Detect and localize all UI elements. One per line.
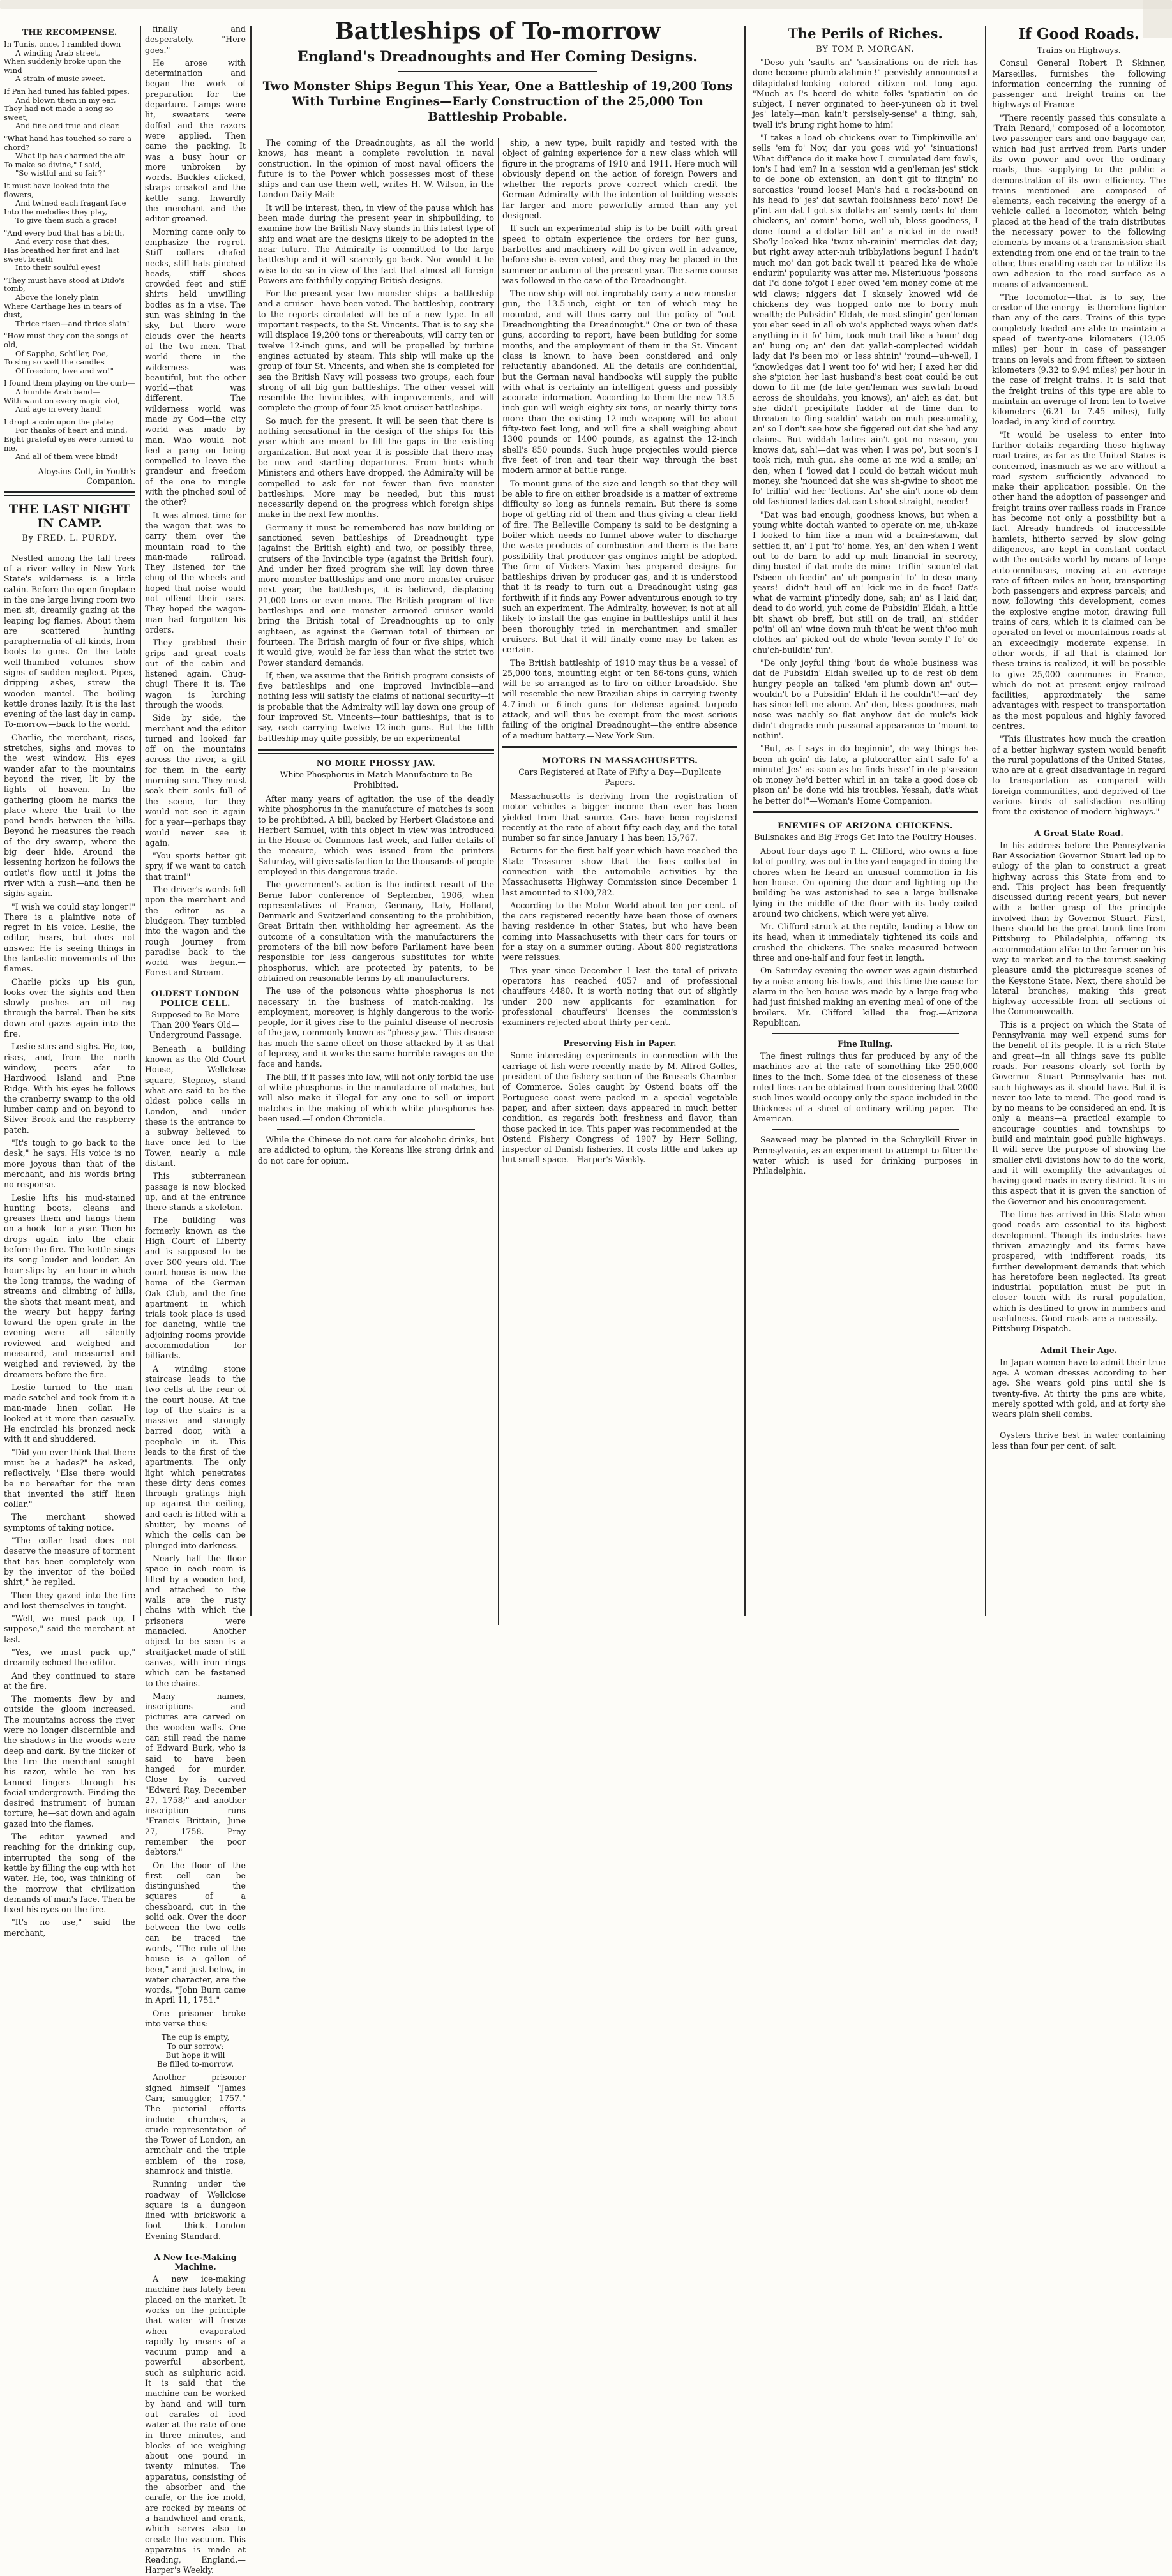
police-cell-body	[145, 1044, 246, 2030]
paragraph: "De only joyful thing 'bout de whole business was dat de Pubsidin' Eldah swelled up to de rest ob dem hungry people an' talked 'em plumb down an' out—wouldn't bo a Pubsidin' Eldah if he couldn't!—an' dey has since left me alone. An' den, bless goodness, mah nose was nachly so flat anyhow dat de mule's kick didn't degrade muh pussonal appearance to 'mount to nothin'.	[753, 657, 978, 740]
story-byline: By FRED. L. PURDY.	[22, 532, 117, 543]
poem-line: And every rose that dies,	[15, 237, 110, 246]
poem-line: I dropt a coin upon the plate;	[4, 417, 114, 426]
paragraph: The editor yawned and reaching for the drinking cup, interrupted the song of the kettle by filling the cup with hot water. He, too, was thinking of the morrow that civilization demands of man's face. Then he fixed his eyes on the fire.	[4, 1832, 135, 1915]
column-rule	[498, 138, 499, 1625]
battleships-left	[258, 138, 494, 1169]
paragraph: Massachusetts is deriving from the registration of motor vehicles a bigger income than ever has been yielded from that source. Cars have been registered recently at the rate of about fifty each day, and the total number so far since January 1 has been 15,767.	[502, 791, 737, 843]
police-cell-body-2	[145, 2072, 246, 2242]
paragraph: The moments flew by and outside the gloom increased. The mountains across the river were no longer discernible and the shadows in the woods were deep and dark. By the flicker of the fire the merchant sought his razor, while he ran his tanned fingers through his facial undergrowth. Finding the desired instrument of human torture, he—sat down and again gazed into the flames.	[4, 1694, 135, 1829]
paragraph: finally and desperately. "Here goes."	[145, 24, 246, 55]
paragraph: Returns for the first half year which have reached the State Treasurer show that the fees collected in connection with the automobile activities by the Massachusetts Highway Commission since December 1 last amounted to $100,782.	[502, 846, 737, 897]
divider	[277, 1129, 475, 1130]
perils-byline: BY TOM P. MORGAN.	[816, 44, 915, 54]
paragraph: The coming of the Dreadnoughts, as all the world knows, has meant a complete revolution in naval construction. In the opinion of most naval officers the future is to the Power which possesses most of these ships and can use them well, writes H. W. Wilson, in the London Daily Mail:	[258, 138, 494, 200]
paragraph: The time has arrived in this State when good roads are essential to its highest development. Though its industries have thriven amazingly and its farms have prospered, with indifferent roads, its further development demands that which has heretofore been neglected. Its great industrial population must be put in closer touch with its rural population, which is destined to grow in numbers and usefulness. Good roads are a necessity.—Pittsburg Dispatch.	[992, 1209, 1166, 1334]
paragraph: The building was formerly known as the High Court of Liberty and is supposed to be over 300 years old. The court house is now the home of the German Oak Club, and the fine apartment in which trials took place is used for dancing, while the adjoining rooms provide accommodation for billiards.	[145, 1215, 246, 1361]
paragraph: In Japan women have to admit their true age. A woman dresses according to her age. She wears gold pins until she is twenty-five. At thirty the pins are white, merely spotted with gold, and at forty she wears plain shell combs.	[992, 1357, 1166, 1419]
poem-line: "So wistful and so fair?"	[15, 168, 106, 178]
poem-line: Of Sappho, Schiller, Poe,	[15, 348, 109, 358]
poem-line: Has breathed her first and last sweet breath	[4, 246, 120, 264]
paragraph: "Yes, we must pack up," dreamily echoed the editor.	[4, 1647, 135, 1668]
police-cell-deck: Supposed to Be More Than 200 Years Old—Underground Passage.	[149, 1009, 242, 1040]
column-5	[987, 0, 1172, 1622]
paragraph: The government's action is the indirect result of the Berne labor conference of September, 1906, when representatives of France, Germany, Italy, Holland, Denmark and Switzerland consenting to the prohibition, Great Britain then withholding her agreement. As the outcome of a consultation with the manufacturers the promoters of the bill now before Parliament have been responsible for less dangerous substitutes for white phosphorus, which are protected by patents, to be obtained on reasonable terms by all manufacturers.	[258, 880, 494, 983]
paragraph: Side by side, the merchant and the editor turned and looked far off on the mountains across the river, a gift for them in the early morning sun. They must soak their souls full of the scene, for they would not see it again for a year—perhaps they would never see it again.	[145, 713, 246, 848]
verse-line: Be filled to-morrow.	[156, 2060, 234, 2069]
paragraph: "Well, we must pack up, I suppose," said the merchant at last.	[4, 1614, 135, 1644]
column-2	[141, 0, 250, 2575]
paragraph: After many years of agitation the use of the deadly white phosphorus in the manufacture of matches is soon to be prohibited. A bill, backed by Herbert Gladstone and Herbert Samuel, with this object in view was introduced in the House of Commons last week, and fuller details of the measure, which was issued from the printers Saturday, will give satisfaction to the thousands of people employed in this dangerous trade.	[258, 793, 494, 876]
poem-line: Thrice risen—and thrice slain!	[15, 318, 130, 328]
fish-body	[502, 1051, 737, 1165]
paragraph: A winding stone staircase leads to the two cells at the rear of the court house. At the top of the stairs is a massive and strongly barred door, with a peephole in it. This leads to the first of the apartments. The only light which penetrates these dirty dens comes through gratings high up against the ceiling, and each is fitted with a shutter, by means of which the cells can be plunged into darkness.	[145, 1363, 246, 1550]
divider	[753, 811, 978, 816]
motors-title: MOTORS IN MASSACHUSETTS.	[541, 756, 698, 766]
divider	[502, 746, 737, 751]
column-3	[252, 0, 744, 1622]
paragraph: "The collar lead does not deserve the measure of torment that has been completely won by the inventor of the boiled shirt," he replied.	[4, 1536, 135, 1587]
poem-line: Where Carthage lies in tears of dust,	[4, 301, 122, 320]
battleships-right	[502, 138, 737, 1168]
paragraph: "Deso yuh 'saults an' 'sassinations on de rich has done become plumb alahmin'!" peevishly announced a dilapidated-looking colored citizen not long ago. "Much as I's heerd de white folks 'spatiatin' on de subject, I never orginated to heer-yuneen ob it twel jes' lately—man kain't persisely-sense' a thing, sah, twell it's brung right home to him!	[753, 57, 978, 130]
poem-line: What lip has charmed the air	[15, 151, 125, 161]
battleships-columns	[258, 138, 737, 1638]
paragraph: For the present year two monster ships—a battleship and a cruiser—have been voted. The battleship, contrary to the reports circulated will be of a new type. In all important respects, to the St. Vincents. That is to say she will displace 19,200 tons or thereabouts, will carry ten or twelve 12-inch guns, and will be propelled by turbine engines actuated by steam. This ship will make up the group of four St. Vincents, and when she is completed for sea the British Navy will possess two groups, each four strong of all big gun battleships. The other vessel will resemble the Invincibles, with improvements, and will complete the group of four 25-knot cruiser battleships.	[258, 288, 494, 413]
chickens-deck: Bullsnakes and Big Frogs Get Into the Poultry Houses.	[754, 832, 977, 842]
column-1	[0, 0, 139, 1938]
seaweed-note: Seaweed may be planted in the Schuylkill River in Pennsylvania, as an experiment to attempt to filter the water which is used for drinking purposes in Philadelphia.	[753, 1135, 978, 1176]
paragraph: About four days ago T. L. Clifford, who owns a fine lot of poultry, was out in the yard engaged in doing the chores when he heard an unusual commotion in his hen house. On opening the door and lighting up the building he was astonished to see a large bullsnake lying in the middle of the floor with its body coiled around two chickens, which were yet alive.	[753, 846, 978, 918]
verse-line: But hope it will	[165, 2051, 225, 2060]
battleships-deck: Two Monster Ships Begun This Year, One a Battleship of 19,200 Tons With Turbine Engines—Early Construction of the 25,000 Ton Battleship Probable.	[262, 79, 733, 124]
paragraph: The finest rulings thus far produced by any of the machines are at the rate of something like 250,000 lines to the inch. Some idea of the closeness of these ruled lines can be obtained from considering that 2000 such lines would occupy only the space included in the thickness of a sheet of ordinary writing paper.—The American.	[753, 1051, 978, 1123]
paragraph: And they continued to stare at the fire.	[4, 1670, 135, 1691]
chinese-note: While the Chinese do not care for alcoholic drinks, but are addicted to opium, the Koreans like strong drink and do not care for opium.	[258, 1135, 494, 1165]
divider	[772, 1033, 959, 1034]
paragraph: Then they gazed into the fire and lost themselves in tought.	[4, 1590, 135, 1610]
paragraph: This year since December 1 last the total of private operators has reached 4057 and of professional chauffeurs 4480. It is worth noting that out of slightly under 200 new applicants for examination for professional chauffeurs' licenses the commission's examiners rejected about thirty per cent.	[502, 965, 737, 1028]
poem-line: "And every bud that has a birth,	[4, 228, 124, 237]
battleships-subtitle: England's Dreadnoughts and Her Coming Designs.	[297, 49, 698, 65]
paragraph: "But, as I says in do beginnin', de way things has been uh-goin' dis late, a plutocratter ain't safe fo' a minute! Jes' as soon as he finds hisse'f in de p'session ob money he'd better whirl in an' take a good dose ob pison an' be done wid his troubles. Yessah, dat's what he better do!"—Woman's Home Companion.	[753, 744, 978, 805]
fish-title: Preserving Fish in Paper.	[563, 1038, 677, 1049]
battleships-body-right	[502, 138, 737, 741]
paragraph: Charlie, the merchant, rises, stretches, sighs and moves to the west window. His eyes wander afar to the mountains beyond the river, lit by the lights of heaven. In the gathering gloom he marks the place where the trail to the pond bends between the hills. Beyond he measures the reach of the dry swamp, where the big deer hide. Around the lessening horizon he follows the outlet's flow until it joins the river with a rush—and then he sighs again.	[4, 732, 135, 899]
paragraph: A new ice-making machine has lately been placed on the market. It works on the principle that water will freeze when evaporated rapidly by means of a vacuum pump and a powerful absorbent, such as sulphuric acid. It is said that the machine can be worked by hand and will turn out carafes of iced water at the rate of one in three minutes, and blocks of ice weighing about one pound in twenty minutes. The apparatus, consisting of the absorber and the carafe, or the ice mold, are rocked by means of a handwheel and crank, which serves also to create the vacuum. This apparatus is made at Reading, England.—Harper's Weekly.	[145, 2274, 246, 2575]
poem-line: With want on every magic viol,	[4, 396, 120, 405]
paragraph: On the floor of the first cell can be distinguished the squares of a chessboard, cut in the solid oak. Over the door between the two cells can be traced the words, "The rule of the house is a gallon of beer," and just below, in water character, are the words, "John Burn came in April 11, 1751."	[145, 1860, 246, 2005]
good-roads-body	[992, 45, 1166, 818]
trains-subheading: Trains on Highways.	[1037, 45, 1121, 55]
paragraph: "This illustrates how much the creation of a better highway system would benefit the rural populations of the United States, who are at a great disadvantage in regard to transportation as compared with foreign communities, and deprived of the various kinds of satisfaction resulting from the existence of modern highways."	[992, 734, 1166, 817]
paragraph: One prisoner broke into verse thus:	[145, 2008, 246, 2029]
poem-line: And age in every hand!	[15, 405, 103, 414]
ice-machine-body	[145, 2274, 246, 2576]
poem-line: A strain of music sweet.	[15, 74, 106, 84]
motors-deck: Cars Registered at Rate of Fifty a Day—Duplicate Papers.	[518, 767, 721, 787]
poem-line: Above the lonely plain	[15, 293, 99, 303]
paragraph: Consul General Robert P. Skinner, Marseilles, furnishes the following information concerning the running of passenger and freight trains on the highways of France:	[992, 58, 1166, 110]
paragraph: "Did you ever think that there must be a hades?" he asked, reflectively. "Else there would be no hereafter for the man that invented the stiff linen collar."	[4, 1447, 135, 1509]
paragraph: The driver's words fell upon the merchant and the editor as a bludgeon. They tumbled into the wagon and the rough journey from paradise back to the world was begun.—Forest and Stream.	[145, 885, 246, 978]
state-road-body	[992, 841, 1166, 1335]
paragraph: Some interesting experiments in connection with the carriage of fish were recently made by M. Alfred Golles, president of the fishery section of the Brussels Chamber of Commerce. Soles caught by Ostend boats off the Portuguese coast were packed in a special vegetable paper, and after sixteen days appeared in much better condition, as regards both freshness and flavor, than those packed in ice. This paper was recommended at the Ostend Fishery Congress of 1907 by Herr Solling, inspector of Danish fisheries. It costs little and takes up but small space.—Harper's Weekly.	[502, 1051, 737, 1165]
paragraph: If such an experimental ship is to be built with great speed to obtain experience the orders for her guns, barbettes and machinery will be given well in advance, before she is even voted, and they may be placed in the summer or autumn of the present year. The same course was followed in the case of the Dreadnought.	[502, 223, 737, 285]
phossy-jaw-body	[258, 794, 494, 1124]
perils-body	[753, 57, 978, 806]
poem-line: To make so divine," I said,	[4, 160, 102, 169]
motors-body	[502, 791, 737, 1028]
paragraph: It will be interest, then, in view of the pause which has been made during the present year in shipbuilding, to examine how the British Navy stands in this latest type of ship and what are the designs likely to be adopted in the near future. The Admiralty is committed to the large battleship and it will scarcely go back. Nor would it be wise to do so in view of the fact that almost all foreign Powers are faithfully copying British designs.	[258, 202, 494, 285]
paragraph: ship, a new type, built rapidly and tested with the object of gaining experience for a new class which will figure in the programs of 1910 and 1911. Here much will obviously depend on the action of foreign Powers and whether the reports prove correct which credit the German Admiralty with the intention of building vessels far larger and more powerfully armed than any yet designed.	[502, 138, 737, 221]
paragraph: The British battleship of 1910 may thus be a vessel of 25,000 tons, mounting eight or ten 86-tons guns, which will be so arranged as to fire on either broadside. She will resemble the new Brazilian ships in carrying twenty 4.7-inch or 6-inch guns for defense against torpedo attack, and will thus be exempt from the most serious failing of the original Dreadnought—the entire absence of a medium battery.—New York Sun.	[502, 657, 737, 740]
poem-line: A humble Arab band—	[15, 387, 100, 396]
column-rule	[985, 26, 986, 1616]
paragraph: "The locomotor—that is to say, the creator of the energy—is therefore lighter than any of the cars. Trains of this type completely loaded are able to maintain a speed of twenty-one kilometers (13.05 miles) per hour in case of passenger trains on levels and from fifteen to sixteen kilometers (9.32 to 9.94 miles) per hour in the case of freight trains. It is said that the freight trains of this type are able to maintain an average of from ten to twelve kilometers (6.21 to 7.45 miles), fully loaded, in any kind of country.	[992, 292, 1166, 427]
chickens-title: ENEMIES OF ARIZONA CHICKENS.	[778, 821, 953, 832]
divider	[258, 749, 494, 754]
paragraph: "It's tough to go back to the desk," he says. His voice is no more joyous than that of the merchant, and his words bring no response.	[4, 1138, 135, 1190]
paragraph: This subterranean passage is now blocked up, and at the entrance there stands a skeleton.	[145, 1171, 246, 1213]
paragraph: "There recently passed this consulate a 'Train Renard,' composed of a locomotor, two passenger cars and one baggage car, which had just arrived from Paris under its own power and over the ordinary roads, thus supplying to the public a demonstration of its own efficiency. The trains mentioned are composed of elements, each receiving the energy of a vehicle called a locomotor, which being placed at the head of the train distributes the necessary power to the following elements by means of a transmission shaft extending from one end of the train to the other, thus enabling each car to utilize its own adhesion to the road surface as a means of advancement.	[992, 112, 1166, 289]
paragraph: So much for the present. It will be seen that there is nothing sensational in the design of the ships for this year which are meant to fill the gaps in the existing organization. But next year it is possible that there may be new and startling departures. From hints which Ministers and others have dropped, the Admiralty will be compelled to ask for not fewer than five monster battleships. More may be needed, but this must necessarily depend on the progress which foreign ships make in the next few months.	[258, 416, 494, 520]
poem-line: "What hand has touched so rare a chord?	[4, 133, 132, 152]
paragraph: Germany it must be remembered has now building or sanctioned seven battleships of Dreadnought type (against the British eight) and two, or possibly three, cruisers of the Invincible type (against the British four). And under her fixed program she will lay down three more monster battleships and one more monster cruiser next year, the battleships, it is believed, displacing 21,000 tons or even more. The British program of five battleships and one monster armored cruiser would bring the British total of Dreadnoughts up to only eighteen, as against the German total of thirteen or fourteen. The British margin of four or five ships, which it would give, would be far less than what the strict two Power standard demands.	[258, 522, 494, 668]
paragraph: Leslie lifts his mud-stained hunting boots, cleans and greases them and hangs them on a hook—for a year. Then he drops again into the chair before the fire. The kettle sings its song louder and louder. An hour slips by—an hour in which the long tramps, the wading of streams and climbing of hills, the shots that meant meat, and the weary but happy faring toward the open grate in the evening—were all silently reviewed and weighed and measured, and measured and weighed and reviewed, by the dreamers before the fire.	[4, 1192, 135, 1379]
paragraph: Charlie picks up his gun, looks over the sights and then slowly pushes an oil rag through the barrel. Then he sits down and gazes again into the fire.	[4, 977, 135, 1039]
paragraph: On Saturday evening the owner was again disturbed by a noise among his fowls, and this time the cause for alarm in the hen house was made by a large frog who had just finished making an evening meal of one of the broilers. Mr. Clifford killed the frog.—Arizona Republican.	[753, 966, 978, 1028]
paragraph: "Dat was bad enough, goodness knows, but when a young white doctah wanted to operate on me, uh-kaze I looked to him like a man wid a brain-stawm, dat settled it, an' I put 'fo' home. Yes, an' den when I went out to de barn to add up muh financial in secrecy, ding-busted if dat mule de mine—triflin' scoun'el dat I'sbeen uh-feedin' an' uh-pomperin' fo' lo deso many years!—didn't haul off an' kick me in de face! Dat's what de varmint p'intedly done, sah; an' as I laid dar, dead to do world, yuh come de Pubsidin' Eldah, a little bit shawt ob breff, but still on de trail, an' stidder po'in' oil an' wine down muh th'oat he went th'oo muh clothes an' picked out de whole 'leven-semty-f' fo' de chu'ch-buildin' fun'.	[753, 509, 978, 655]
poem-line: And all of them were blind!	[15, 452, 118, 461]
poem-body	[4, 40, 135, 461]
poem-line: And twined each fragant face	[15, 198, 126, 208]
story-title: THE LAST NIGHT IN CAMP.	[8, 502, 131, 530]
paragraph: It was almost time for the wagon that was to carry them over the mountain road to the man-made railroad. They listened for the chug of the wheels and hoped that noise would not offend their ears. They hoped the wagon-man had forgotten his orders.	[145, 510, 246, 634]
paragraph: Nearly half the floor space in each room is filled by a wooden bed, and attached to the walls are the rusty chains with which the prisoners were manacled. Another object to be seen is a straitjacket made of stiff canvas, with iron rings which can be fastened to the chains.	[145, 1553, 246, 1688]
poem-line: I found them playing on the curb—	[4, 378, 135, 388]
poem-line: To give them such a grace!	[15, 216, 117, 225]
paragraph: According to the Motor World about ten per cent. of the cars registered recently have been those of owners having residence in other States, but who have been coming into Massachusetts with their cars for tours or for a stay on a summer outing. About 800 registrations were reissues.	[502, 900, 737, 962]
divider	[4, 491, 135, 496]
paragraph: Another prisoner signed himself "James Carr, smuggler, 1757." The pictorial efforts include churches, a crude representation of the Tower of London, an armchair and the triple emblem of the rose, shamrock and thistle.	[145, 2072, 246, 2176]
verse-line: The cup is empty,	[161, 2033, 230, 2042]
poem-line: When suddenly broke upon the wind	[4, 57, 121, 75]
verse-line: To our sorrow;	[167, 2042, 224, 2051]
paragraph: Leslie stirs and sighs. He, too, rises, and, from the north window, peers afar to Hardwood Island and Pine Ridge. With his eyes he follows the cranberry swamp to the old lumber camp and on beyond to Silver Brook and the raspberry patch.	[4, 1042, 135, 1135]
phossy-jaw-title: NO MORE PHOSSY JAW.	[316, 758, 436, 768]
paragraph: The merchant showed symptoms of taking notice.	[4, 1512, 135, 1532]
story-continued	[145, 24, 246, 978]
poem-line: To sing so well the candles	[4, 357, 105, 367]
paragraph: The new ship will not improbably carry a new monster gun, the 13.5-inch, eight or ten of which may be mounted, and will thus carry out the policy of "out-Dreadnoughting the Dreadnought." One or two of these guns, according to report, have been building for some months, and the employment of them in the St. Vincent class is known to have been considered and only reluctantly abandoned. All the details are confidential, but the German naval handbooks will supply the public with what is certainly an intelligent guess and possibly accurate information. According to them the new 13.5-inch gun will weigh eighty-six tons, or nearly thirty tons more than the existing 12-inch weapon; will be about fifty-two feet long, and will fire a shell weighing about 1300 pounds or 1400 pounds, as against the 12-inch shell's 850 pounds. Such huge projectiles would pierce five feet of iron and tear their way through the best modern armor at battle range.	[502, 288, 737, 476]
battleships-body-left	[258, 138, 494, 744]
poem-line: "How must they con the songs of old,	[4, 331, 128, 349]
paragraph: If, then, we assume that the British program consists of five battleships and one improved Invincible—and nothing less will satisfy the claims of national security—it is probable that the Admiralty will lay down one group of four improved St. Vincents—four battleships, that is to say, each carrying twelve 12-inch guns. But the fifth battleship may quite possibly, be an experimental	[258, 670, 494, 743]
poem-line: For thanks of heart and mind,	[15, 426, 128, 435]
battleships-title: Battleships of To-morrow	[334, 18, 661, 45]
prisoner-verse	[145, 2033, 246, 2069]
paragraph: Leslie turned to the man-made satchel and took from it a man-made linen collar. He looked at it more than casually. He encircled his bronzed neck with it and shuddered.	[4, 1382, 135, 1444]
column-rule	[744, 26, 746, 1616]
paragraph: The bill, if it passes into law, will not only forbid the use of white phosphorus in the manufacture of matches, but will also make it illegal for any one to sell or import matches in the making of which white phosphorus has been used.—London Chronicle.	[258, 1072, 494, 1123]
good-roads-title: If Good Roads.	[1018, 26, 1139, 43]
paragraph: They grabbed their grips and great coats out of the cabin and listened again. Chug-chug! There it is. The wagon is lurching through the woods.	[145, 638, 246, 710]
paragraph: Mr. Clifford struck at the reptile, landing a blow on its head, when it immediately tightened its coils and crushed the chickens. The snake measured between three and one-half and four feet in length.	[753, 922, 978, 963]
poem-line: In Tunis, once, I rambled down	[4, 40, 121, 49]
paragraph: Nestled among the tall trees of a river valley in New York State's wilderness is a little cabin. Before the open fireplace in the one large living room two men sit, dreamily gazing at the leaping log flames. About them are scattered hunting paraphernalia of all kinds, from boots to guns. On the table well-thumbed volumes show signs of sudden neglect. Pipes, dripping ashes, strew the wooden mantel. The boiling kettle drones lazily. It is the last evening of the last day in camp. To-morrow—back to the world.	[4, 553, 135, 730]
poem-line: They had not made a song so sweet,	[4, 104, 114, 122]
poem-line: And fine and true and clear.	[15, 121, 120, 131]
paragraph: To mount guns of the size and length so that they will be able to fire on either broadside is a matter of extreme difficulty so long as funnels remain. But there is some hope of getting rid of them and thus giving a clear field of fire. The Belleville Company is said to be designing a boiler which needs no funnel above water to discharge the waste products of combustion and there is the bare possibility that producer gas engines might be adopted. The firm of Vickers-Maxim has prepared designs for battleships driven by producer gas, and it is understood that it is ready to turn out a Dreadnought using gas forthwith if it finds any Power adventurous enough to try such an experiment. The Admiralty, however, is not at all likely to install the gas engine in battleships until it has been thoroughly tried in merchantmen and smaller cruisers. But that it will finally come may be taken as certain.	[502, 478, 737, 655]
poem-line: Eight grateful eyes were turned to me,	[4, 434, 134, 453]
poem-source: —Aloysius Coll, in Youth's Companion.	[30, 466, 135, 486]
paragraph: "It's no use," said the merchant,	[4, 1917, 135, 1938]
column-4	[746, 0, 984, 1622]
poem-line: Of freedom, love and wo!"	[15, 366, 114, 375]
fine-ruling-body	[753, 1051, 978, 1124]
police-cell-title: OLDEST LONDON POLICE CELL.	[151, 989, 240, 1008]
poem-line: And blown them in my ear,	[15, 95, 116, 105]
state-road-title: A Great State Road.	[1034, 828, 1123, 838]
paragraph: "You sports better git spry, if we want to catch that train!"	[145, 851, 246, 881]
chickens-body	[753, 846, 978, 1028]
poem-line: "They must have stood at Dido's tomb,	[4, 275, 125, 294]
fine-ruling-title: Fine Ruling.	[838, 1039, 893, 1049]
paragraph: He arose with determination and began the work of preparation for the departure. Lamps were lit, sweaters were doffed and the razors were applied. Then came the packing. It was a busy hour or more unbroken by words. Buckles clicked, straps creaked and the kettle sang. Inwardly the merchant and the editor groaned.	[145, 57, 246, 224]
poem-line: If Pan had tuned his fabled pipes,	[4, 86, 130, 96]
paragraph: Running under the roadway of Wellclose square is a dungeon lined with brickwork a foot thick.—London Evening Standard.	[145, 2179, 246, 2241]
story-body	[4, 553, 135, 1938]
paragraph: "I wish we could stay longer!" There is a plaintive note of regret in his voice. Leslie, the editor, hears, but does not answer. He is seeing things in the fantastic movements of the flames.	[4, 901, 135, 974]
paragraph: The use of the poisonous white phosphorus is not necessary in the business of match-making. Its employment, moreover, is highly dangerous to the work-people, for it gives rise to the painful disease of necrosis of the jaw, commonly known as "phossy jaw." This disease has much the same effect on those attacked by it as that of leprosy, and it works the same horrible ravages on the face and hands.	[258, 986, 494, 1069]
poem-line: Into the melodies they play,	[4, 207, 108, 216]
poem-line: It must have looked into the flowers,	[4, 181, 110, 199]
oyster-note: Oysters thrive best in water containing less than four per cent. of salt.	[992, 1430, 1166, 1451]
poem-title: THE RECOMPENSE.	[22, 28, 117, 38]
divider	[772, 1129, 959, 1130]
perils-title: The Perils of Riches.	[788, 26, 943, 41]
paragraph: In his address before the Pennsylvania Bar Association Governor Stuart led up to eulogy of the plan to construct a great highway across this State from end to end. This project has been frequently discussed during recent years, but never with a better grasp of the principle involved than by Governor Stuart. First, there should be the great trunk line from Pittsburg to Philadelphia, offering its accommodation alike to the farmer on his way to market and to the tourist seeking pleasure amid the picturesque scenes of the Keystone State. Next, there should be lateral branches, making this great highway accessible from all sections of the Commonwealth.	[992, 840, 1166, 1017]
admit-age-body	[992, 1358, 1166, 1420]
ice-machine-title: A New Ice-Making Machine.	[154, 2252, 237, 2272]
phossy-jaw-deck: White Phosphorus in Match Manufacture to Be Prohibited.	[280, 769, 472, 790]
paragraph: Many names, inscriptions and pictures are carved on the wooden walls. One can still read the name of Edward Burk, who is said to have been hanged for murder. Close by is carved "Edward Ray, December 27, 1758;" and another inscription runs "Francis Brittain, June 27, 1758. Pray remember the poor debtors."	[145, 1691, 246, 1857]
admit-age-title: Admit Their Age.	[1040, 1345, 1118, 1355]
paragraph: Beneath a building known as the Old Court House, Wellclose square, Stepney, stand what are said to be the oldest police cells in London, and under these is the entrance to a subway believed to have once led to the Tower, nearly a mile distant.	[145, 1044, 246, 1168]
paragraph: "I takes a load ob chickens over to Timpkinville an' sells 'em fo' Nov, dar you goes wid yo' 'sinuations! What diff'ence do it make how I 'cumulated dem fowls, ion's I had 'em? In a 'session wid a gen'leman jes' stick to de bone ob extension, an' don't git to flingin' no sarcastics 'round loose! Man's had a rocks-bound on his head fo' jes' dat sawtah foolishness befo' now! De p'int am dat I got six dollahs an' semty cents fo' dem chickens, an' comin' home, well-uh, bless goodness, I done found a d-dollar bill an' a nickel in de road! Sho'ly looked like 'twuz uh-rainin' merricles dat day; but right away atter-nuh tribbylations begun! I hadn't much mo' dan got back twell it 'peared like de whole endurin' popularity was atter me. Misteriuous 'possons dat I'd done fo'got I eber owed 'em money come at me wid claws; niggers dat I skasely knowed wid de chickens dey was hopped onto me to borry muh wealth; de Pubsidin' Eldah, de most slingin' gen'leman you eber seed in all ob wo's applicted ways when dat's anything-in it fo' him, took muh trail like a houn' dog an' hung on; an' den dat yallah-complected widdah lady dat I's been mo' or less shinin' 'round—uh-well, I 'knowledges dat I went too fo' wid her; I axed her did she s'picion her last husband's best coat could be cut down to fit me (de late gen'leman was sawtah broad across de shouldahs, you knows), an' aich as dat, but she didn't precipitate fudder at de time dan to threaten to fling scaldin' watah on muh possumality, an' so I don't see how she figgered out dat she had any claims. But widdah ladies ain't got no reason, you knows dat, sah!—dat was when I was po', but soon's I took rich, muh gua, she come at me wid a smile; an' den, when I 'lowed dat I could do bettah widout muh money, she 'nounced dat she was sh-gwine to shoot me fo' triflin' wid her 'fections. An' she ain't none ob dem old-fashioned ladies dat can't shoot straight, needer!	[753, 133, 978, 507]
poem-line: A winding Arab street,	[15, 48, 101, 57]
divider	[398, 71, 597, 72]
paragraph: "It would be useless to enter into further details regarding these highway road trains, as far as the United States is concerned, inasmuch as we are without a road system sufficiently advanced to make their application possible. On the other hand the adoption of passenger and freight trains over railless roads in France has become not only a possibility but a fact. Already hundreds of inaccessible hamlets, hitherto served by slow going diligences, are kept in constant contact with the outside world by means of large auto-omnibuses, moving at an average rate of fifteen miles an hour, transporting both passengers and express parcels; and now, following this development, comes the explosive engine motor, drawing full trains of cars, which it is claimed can be operated on level or mountainous roads at an exceedingly moderate expense. In other words, if all that is claimed for these trains is realized, it will be possible to give 25,000 communes in France, which do not at present enjoy railroad facilities, approximately the same advantages with respect to transportation as the most populous and highly favored centres.	[992, 430, 1166, 731]
paragraph: Morning came only to emphasize the regret. Stiff collars chafed necks, stiff hats pinched heads, stiff shoes crowded feet and stiff shirts held unwilling bodies as in a vise. The sun was shining in the sky, but there were clouds over the hearts of the two men. That world there in the wilderness was beautiful, but the other world—that was different. The wilderness world was made by God—the city world was made by man. Who would not feel a pang on being compelled to leave the grandeur and freedom of the one to mingle with the pinched soul of the other?	[145, 227, 246, 507]
paragraph: This is a project on which the State of Pennsylvania may well expend sums for the benefit of its people. It is a rich State and great—in all things save its public roads. For reasons clearly set forth by Governor Stuart Pennsylvania has not such highways as it should have. But it is never too late to mend. The good road is by no means to be considered an end. It is only a means—a practical example to encourage counties and townships to build and maintain good public highways. It will serve the purpose of showing the smaller civil divisions how to do the work, and it will exemplify the advantages of having good roads in every district. It is in this aspect that it is given the sanction of the Governor and his encouragement.	[992, 1019, 1166, 1206]
poem-line: Into their soulful eyes!	[15, 263, 101, 273]
